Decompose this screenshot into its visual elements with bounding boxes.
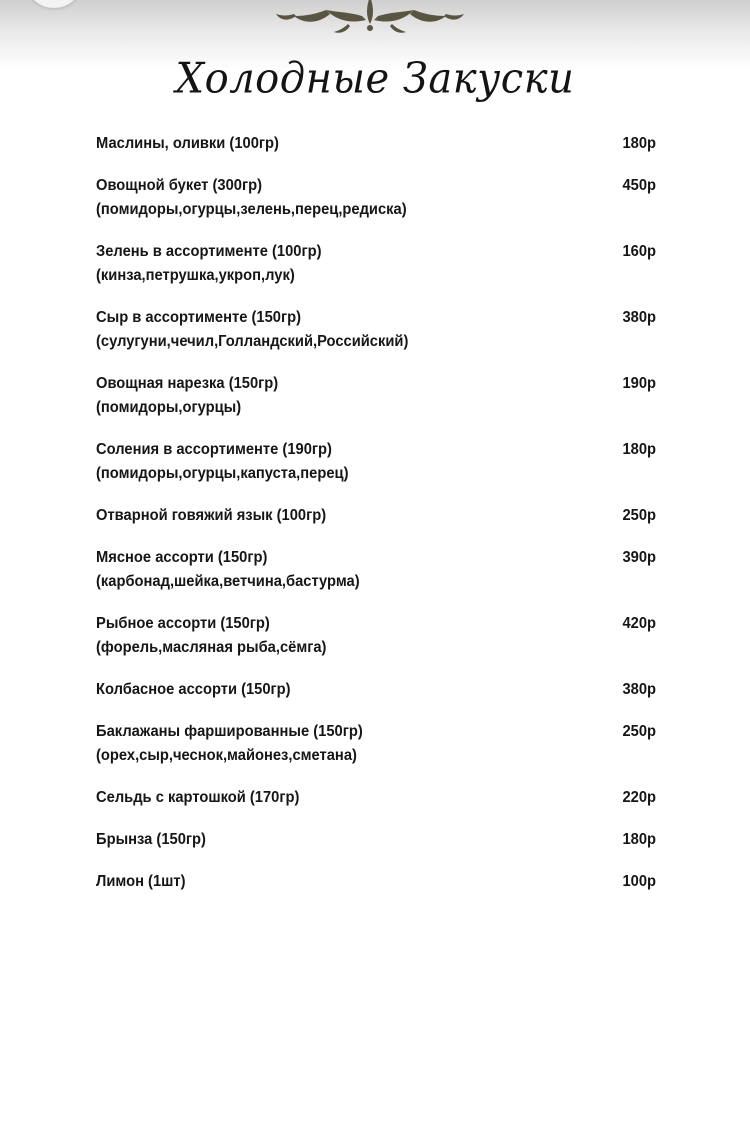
item-description: (кинза,петрушка,укроп,лук) — [96, 267, 295, 284]
page-title: Холодные Закуски — [175, 54, 575, 104]
item-description: (орех,сыр,чеснок,майонез,сметана) — [96, 747, 357, 764]
item-price: 100р — [622, 873, 656, 890]
item-price: 190р — [622, 375, 656, 392]
menu-item — [96, 240, 656, 288]
item-description: (помидоры,огурцы,зелень,перец,редиска) — [96, 201, 407, 218]
item-price: 380р — [622, 309, 656, 326]
item-name: Брынза (150гр) — [96, 831, 206, 848]
item-description: (карбонад,шейка,ветчина,бастурма) — [96, 573, 360, 590]
menu-item — [96, 828, 656, 852]
item-price: 220р — [622, 789, 656, 806]
floral-ornament-icon — [270, 0, 470, 38]
item-price: 180р — [622, 135, 656, 152]
menu-item — [96, 372, 656, 420]
item-name: Колбасное ассорти (150гр) — [96, 681, 291, 698]
menu-item — [96, 438, 656, 486]
item-name: Соления в ассортименте (190гр) — [96, 441, 332, 458]
menu-item — [96, 870, 656, 894]
item-description: (форель,масляная рыба,сёмга) — [96, 639, 327, 656]
item-name: Мясное ассорти (150гр) — [96, 549, 268, 566]
menu-item — [96, 306, 656, 354]
item-description: (помидоры,огурцы) — [96, 399, 242, 416]
item-price: 380р — [622, 681, 656, 698]
item-price: 160р — [622, 243, 656, 260]
menu-item — [96, 678, 656, 702]
item-price: 250р — [622, 507, 656, 524]
menu-item — [96, 612, 656, 660]
menu-item — [96, 546, 656, 594]
item-name: Маслины, оливки (100гр) — [96, 135, 279, 152]
menu-item — [96, 720, 656, 768]
item-price: 250р — [622, 723, 656, 740]
item-name: Лимон (1шт) — [96, 873, 186, 890]
menu-item — [96, 132, 656, 156]
item-name: Рыбное ассорти (150гр) — [96, 615, 270, 632]
item-name: Сельдь с картошкой (170гр) — [96, 789, 300, 806]
item-name: Отварной говяжий язык (100гр) — [96, 507, 327, 524]
item-price: 180р — [622, 441, 656, 458]
item-price: 390р — [622, 549, 656, 566]
item-name: Баклажаны фаршированные (150гр) — [96, 723, 363, 740]
item-name: Овощной букет (300гр) — [96, 177, 262, 194]
item-name: Овощная нарезка (150гр) — [96, 375, 279, 392]
item-description: (помидоры,огурцы,капуста,перец) — [96, 465, 349, 482]
menu-item — [96, 786, 656, 810]
item-name: Сыр в ассортименте (150гр) — [96, 309, 301, 326]
menu-item — [96, 174, 656, 222]
item-description: (сулугуни,чечил,Голландский,Российский) — [96, 333, 409, 350]
item-price: 420р — [622, 615, 656, 632]
menu-list — [96, 132, 656, 912]
item-price: 180р — [622, 831, 656, 848]
item-price: 450р — [622, 177, 656, 194]
menu-item — [96, 504, 656, 528]
item-name: Зелень в ассортименте (100гр) — [96, 243, 322, 260]
